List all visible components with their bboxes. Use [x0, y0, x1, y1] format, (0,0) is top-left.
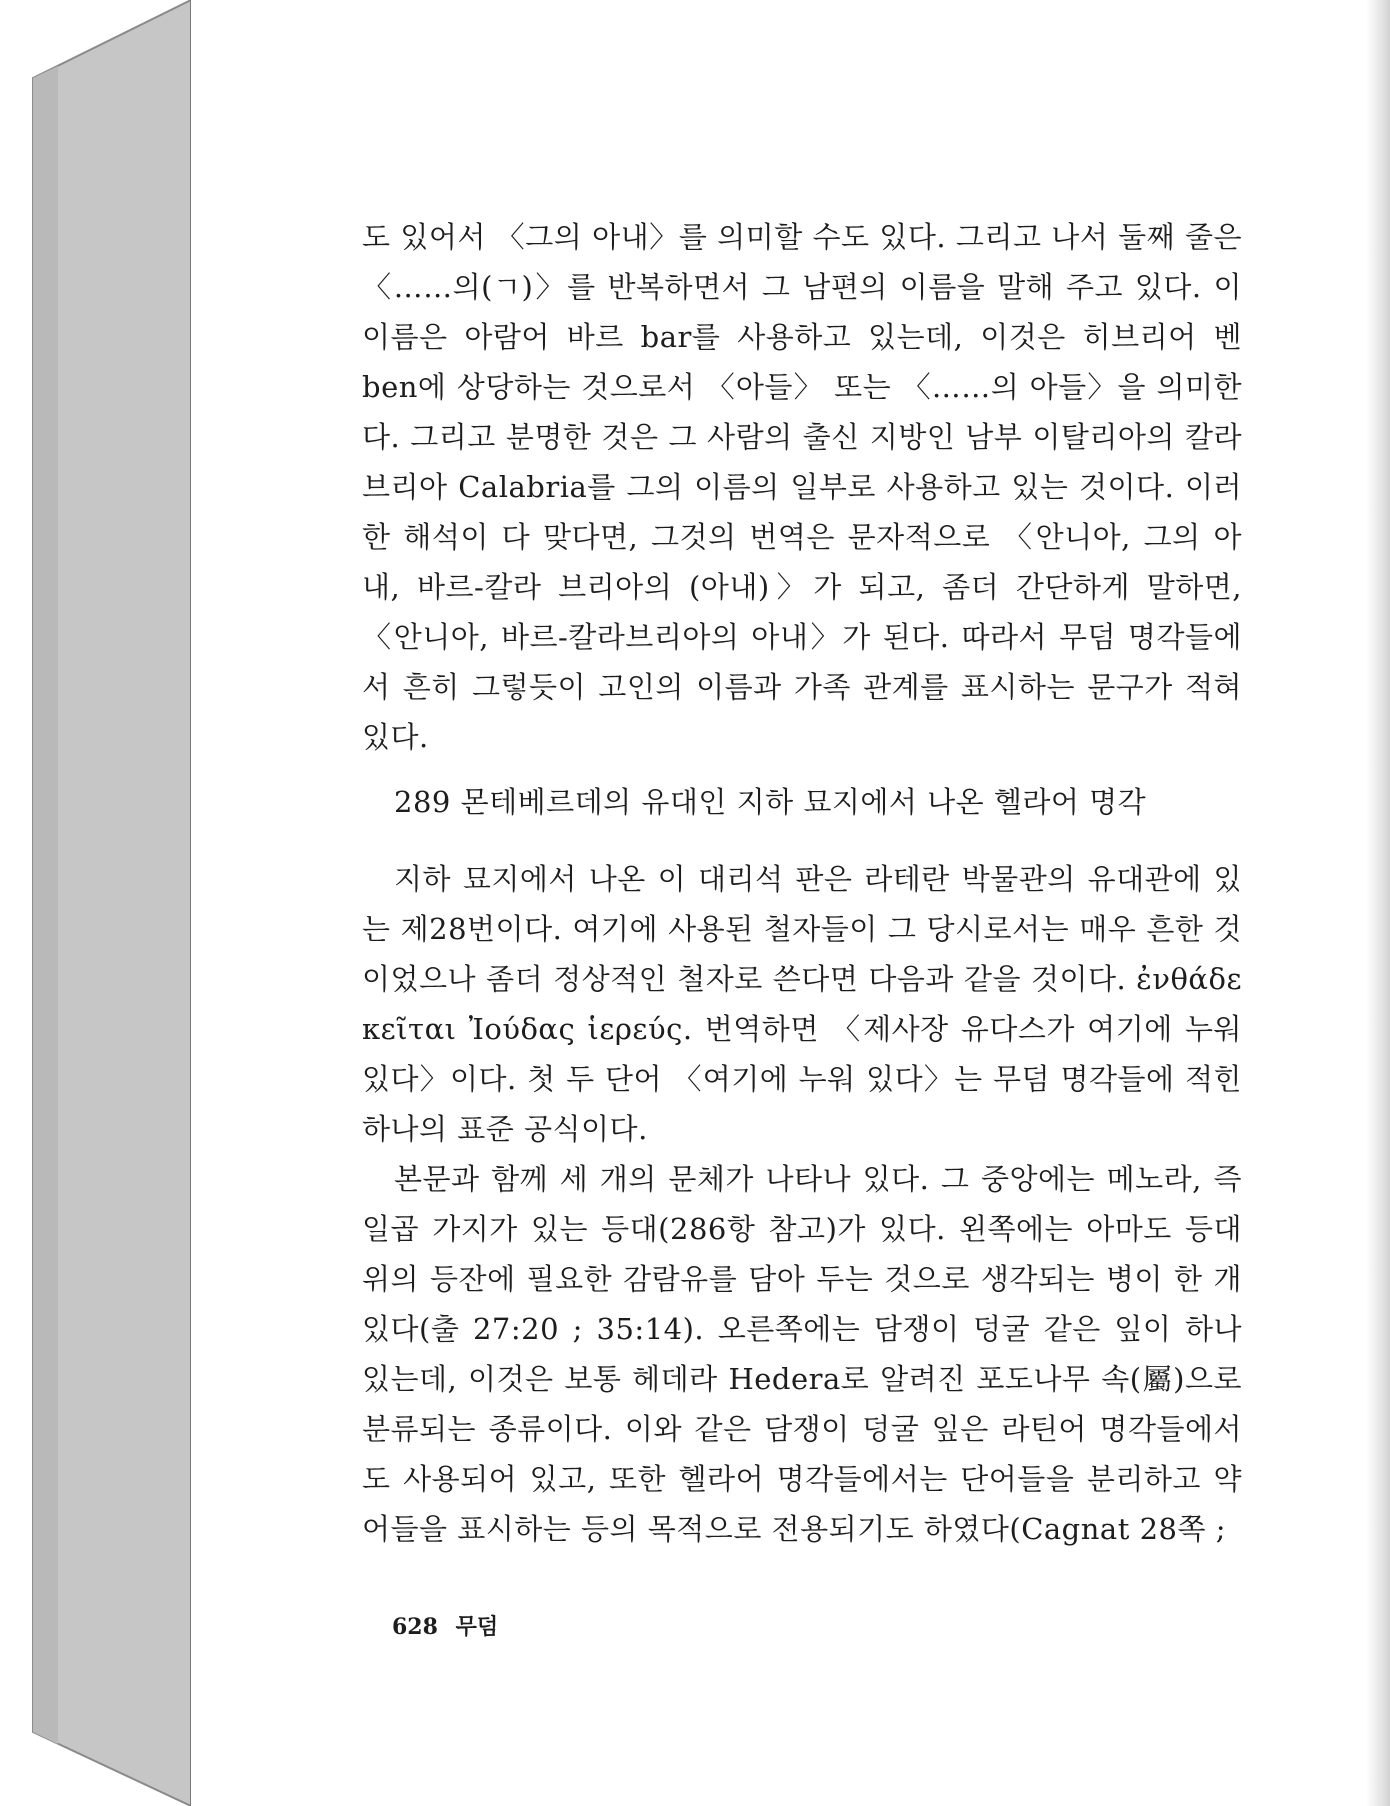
paragraph-1: 도 있어서 〈그의 아내〉를 의미할 수도 있다. 그리고 나서 둘째 줄은 〈……의(ㄱ)〉를 반복하면서 그 남편의 이름을 말해 주고 있다. 이 이름은 아람어 바르 bar를 사용하고 있는데, 이것은 히브리어 벤 ben에 상당하는 것으로서 〈아들〉 또는 〈……의 아들〉을 의미한다. 그리고 분명한 것은 그 사람의 출신 지방인 남부 이탈리아의 칼라브리아 Calabria를 그의 이름의 일부로 사용하고 있는 것이다. 이러한 해석이 다 맞다면, 그것의 번역은 문자적으로 〈안니아, 그의 아내, 바르-칼라 브리아의 (아내)〉가 되고, 좀더 간단하게 말하면, 〈안니아, 바르-칼라브리아의 아내〉가 된다. 따라서 무덤 명각들에서 흔히 그렇듯이 고인의 이름과 가족 관계를 표시하는 문구가 적혀 있다. — [362, 220, 1242, 754]
page-footer — [392, 1610, 508, 1641]
text-block-bottom — [362, 854, 1242, 1554]
page-number: 628 — [392, 1614, 438, 1640]
book-page — [191, 0, 1366, 1806]
text-block-top — [362, 212, 1242, 762]
book-edge — [0, 0, 200, 1806]
page-right-shadow — [1366, 0, 1390, 1806]
running-title: 무덤 — [455, 1614, 499, 1640]
section-heading: 289 몬테베르데의 유대인 지하 묘지에서 나온 헬라어 명각 — [394, 785, 1147, 819]
paragraph-2: 지하 묘지에서 나온 이 대리석 판은 라테란 박물관의 유대관에 있는 제28번이다. 여기에 사용된 철자들이 그 당시로서는 매우 흔한 것이었으나 좀더 정상적인 철자로 쓴다면 다음과 같을 것이다. ἐνθάδε κεῖται Ἰούδας ἱερεύς. 번역하면 〈제사장 유다스가 여기에 누워 있다〉이다. 첫 두 단어 〈여기에 누워 있다〉는 무덤 명각들에 적힌 하나의 표준 공식이다. — [362, 862, 1242, 1146]
paragraph-3: 본문과 함께 세 개의 문체가 나타나 있다. 그 중앙에는 메노라, 즉 일곱 가지가 있는 등대(286항 참고)가 있다. 왼쪽에는 아마도 등대 위의 등잔에 필요한 감람유를 담아 두는 것으로 생각되는 병이 한 개 있다(출 27:20 ; 35:14). 오른쪽에는 담쟁이 덩굴 같은 잎이 하나 있는데, 이것은 보통 헤데라 Hedera로 알려진 포도나무 속(屬)으로 분류되는 종류이다. 이와 같은 담쟁이 덩굴 잎은 라틴어 명각들에서도 사용되어 있고, 또한 헬라어 명각들에서는 단어들을 분리하고 약어들을 표시하는 등의 목적으로 전용되기도 하였다(Cagnat 28쪽 ; — [362, 1162, 1242, 1546]
section-heading-block — [362, 777, 1242, 827]
